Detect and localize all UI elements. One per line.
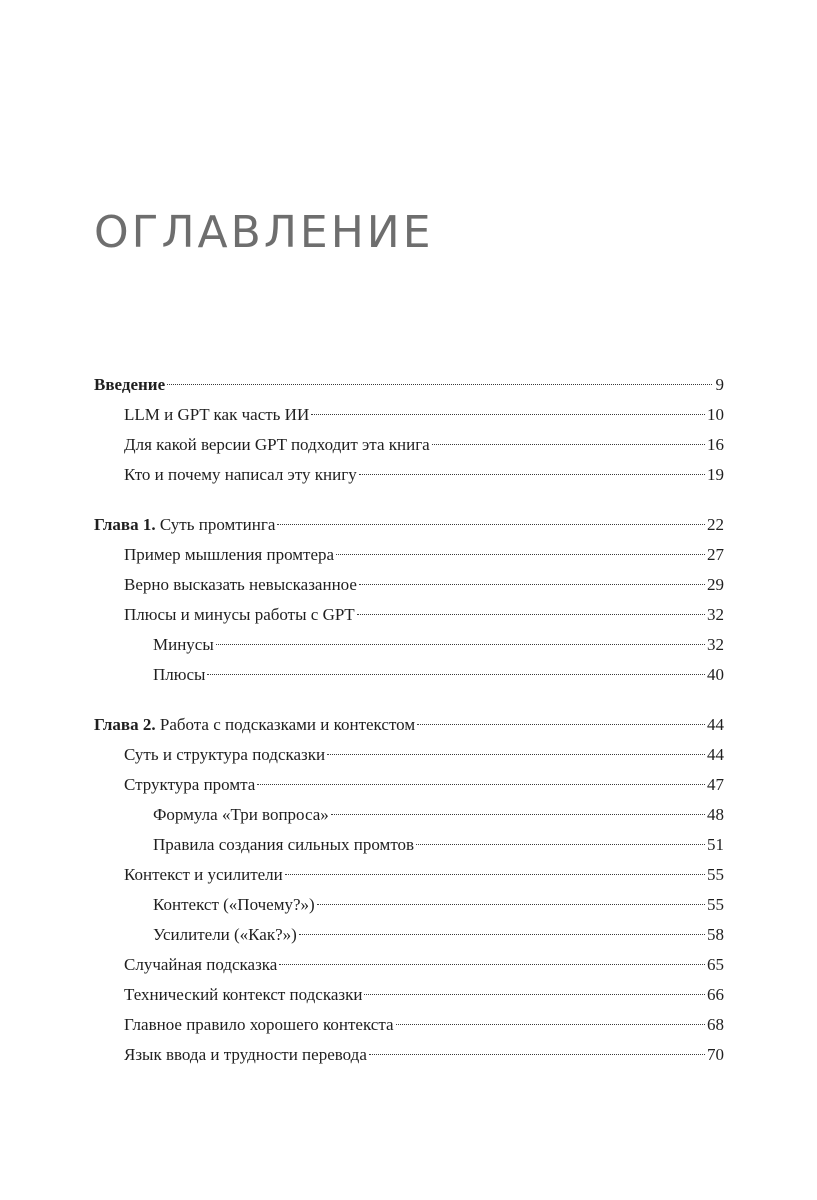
dot-leader (257, 784, 705, 785)
toc-entry[interactable] (94, 460, 724, 490)
toc-entry-label (124, 570, 357, 600)
toc-entry-title: Минусы (153, 635, 214, 654)
chapter-number: Глава 1. (94, 515, 156, 534)
toc-entry-title: Работа с подсказками и контекстом (159, 715, 416, 734)
dot-leader (359, 474, 705, 475)
dot-leader (432, 444, 705, 445)
page-number: 65 (707, 955, 724, 974)
toc-section (94, 710, 724, 1070)
toc-entry-title: Усилители («Как?») (153, 925, 297, 944)
toc-entry-title: Плюсы (153, 665, 206, 684)
dot-leader (359, 584, 705, 585)
toc-entry[interactable] (94, 800, 724, 830)
page-number: 70 (707, 1045, 724, 1064)
page-number: 19 (707, 465, 724, 484)
page-number: 55 (707, 865, 724, 884)
toc-entry-label (124, 400, 309, 430)
page-number: 10 (707, 405, 724, 424)
toc-entry[interactable] (94, 540, 724, 570)
toc-entry-label (94, 370, 165, 400)
toc-entry-label (124, 540, 334, 570)
toc-entry-title: Плюсы и минусы работы с GPT (124, 605, 355, 624)
toc-entry[interactable] (94, 630, 724, 660)
page-number: 40 (707, 665, 724, 684)
toc-section (94, 370, 724, 490)
toc-entry-label (153, 630, 214, 660)
page-number: 27 (707, 545, 724, 564)
toc-entry-label (124, 600, 355, 630)
dot-leader (285, 874, 705, 875)
toc-entry-label (153, 920, 297, 950)
toc-entry-title: Главное правило хорошего контекста (124, 1015, 394, 1034)
toc-entry-label (124, 980, 362, 1010)
toc-entry-label (153, 830, 414, 860)
dot-leader (207, 674, 705, 675)
toc-entry-title: Формула «Три вопроса» (153, 805, 329, 824)
page-number: 48 (707, 805, 724, 824)
toc-entry-title: Суть и структура подсказки (124, 745, 326, 764)
dot-leader (416, 844, 705, 845)
dot-leader (417, 724, 705, 725)
toc-entry-label (94, 710, 415, 740)
page-number: 66 (707, 985, 724, 1004)
toc-entry-label (124, 1010, 394, 1040)
toc-entry-label (153, 890, 315, 920)
toc-chapter-entry[interactable] (94, 370, 724, 400)
dot-leader (369, 1054, 705, 1055)
toc-entry-title: Кто и почему написал эту книгу (124, 465, 357, 484)
page-number: 32 (707, 635, 724, 654)
page-number: 16 (707, 435, 724, 454)
toc-entry-title: Технический контекст подсказки (124, 985, 363, 1004)
toc-entry-title: Суть промтинга (159, 515, 276, 534)
dot-leader (167, 384, 712, 385)
page-number: 44 (707, 715, 724, 734)
dot-leader (317, 904, 705, 905)
toc-entry[interactable] (94, 740, 724, 770)
page-number: 68 (707, 1015, 724, 1034)
page-number: 47 (707, 775, 724, 794)
page-number: 9 (715, 375, 724, 394)
toc-entry-title: Верно высказать невысказанное (124, 575, 357, 594)
page-number: 58 (707, 925, 724, 944)
toc-entry-label (153, 660, 205, 690)
page-number: 22 (707, 515, 724, 534)
toc-entry-title: Для какой версии GPT подходит эта книга (124, 435, 430, 454)
toc-entry[interactable] (94, 430, 724, 460)
dot-leader (396, 1024, 705, 1025)
toc-entry-title: Правила создания сильных промтов (153, 835, 415, 854)
toc-entry-label (124, 950, 277, 980)
page-number: 29 (707, 575, 724, 594)
dot-leader (336, 554, 705, 555)
dot-leader (299, 934, 705, 935)
toc-entry[interactable] (94, 660, 724, 690)
toc-entry-label (124, 740, 325, 770)
toc-entry-title: Пример мышления промтера (124, 545, 335, 564)
toc-entry[interactable] (94, 400, 724, 430)
toc-entry-label (124, 860, 283, 890)
dot-leader (331, 814, 705, 815)
toc-entry[interactable] (94, 770, 724, 800)
toc-entry-title: LLM и GPT как часть ИИ (124, 405, 310, 424)
toc-entry-title: Язык ввода и трудности перевода (124, 1045, 367, 1064)
toc-entry[interactable] (94, 920, 724, 950)
toc-entry[interactable] (94, 570, 724, 600)
toc-entry-label (124, 770, 255, 800)
dot-leader (364, 994, 705, 995)
toc-section (94, 510, 724, 690)
toc-entry-label (94, 510, 275, 540)
toc-entry-title: Случайная подсказка (124, 955, 278, 974)
toc-entry[interactable] (94, 950, 724, 980)
toc-chapter-entry[interactable] (94, 710, 724, 740)
page-number: 55 (707, 895, 724, 914)
page-number: 32 (707, 605, 724, 624)
toc-entry[interactable] (94, 600, 724, 630)
dot-leader (311, 414, 705, 415)
page-number: 51 (707, 835, 724, 854)
table-of-contents (94, 370, 724, 1090)
toc-entry-label (124, 460, 357, 490)
toc-entry-title: Структура промта (124, 775, 256, 794)
page-title: ОГЛАВЛЕНИЕ (94, 207, 434, 258)
dot-leader (279, 964, 705, 965)
toc-entry[interactable] (94, 980, 724, 1010)
toc-entry[interactable] (94, 830, 724, 860)
chapter-number: Глава 2. (94, 715, 156, 734)
dot-leader (277, 524, 705, 525)
dot-leader (216, 644, 705, 645)
toc-chapter-entry[interactable] (94, 510, 724, 540)
dot-leader (357, 614, 705, 615)
toc-entry[interactable] (94, 1040, 724, 1070)
toc-entry-label (153, 800, 329, 830)
toc-entry[interactable] (94, 860, 724, 890)
toc-entry-label (124, 1040, 367, 1070)
toc-entry-label (124, 430, 430, 460)
toc-entry-title: Контекст и усилители (124, 865, 283, 884)
toc-entry[interactable] (94, 1010, 724, 1040)
toc-entry[interactable] (94, 890, 724, 920)
toc-entry-title: Введение (94, 375, 166, 394)
page-number: 44 (707, 745, 724, 764)
dot-leader (327, 754, 705, 755)
toc-entry-title: Контекст («Почему?») (153, 895, 315, 914)
